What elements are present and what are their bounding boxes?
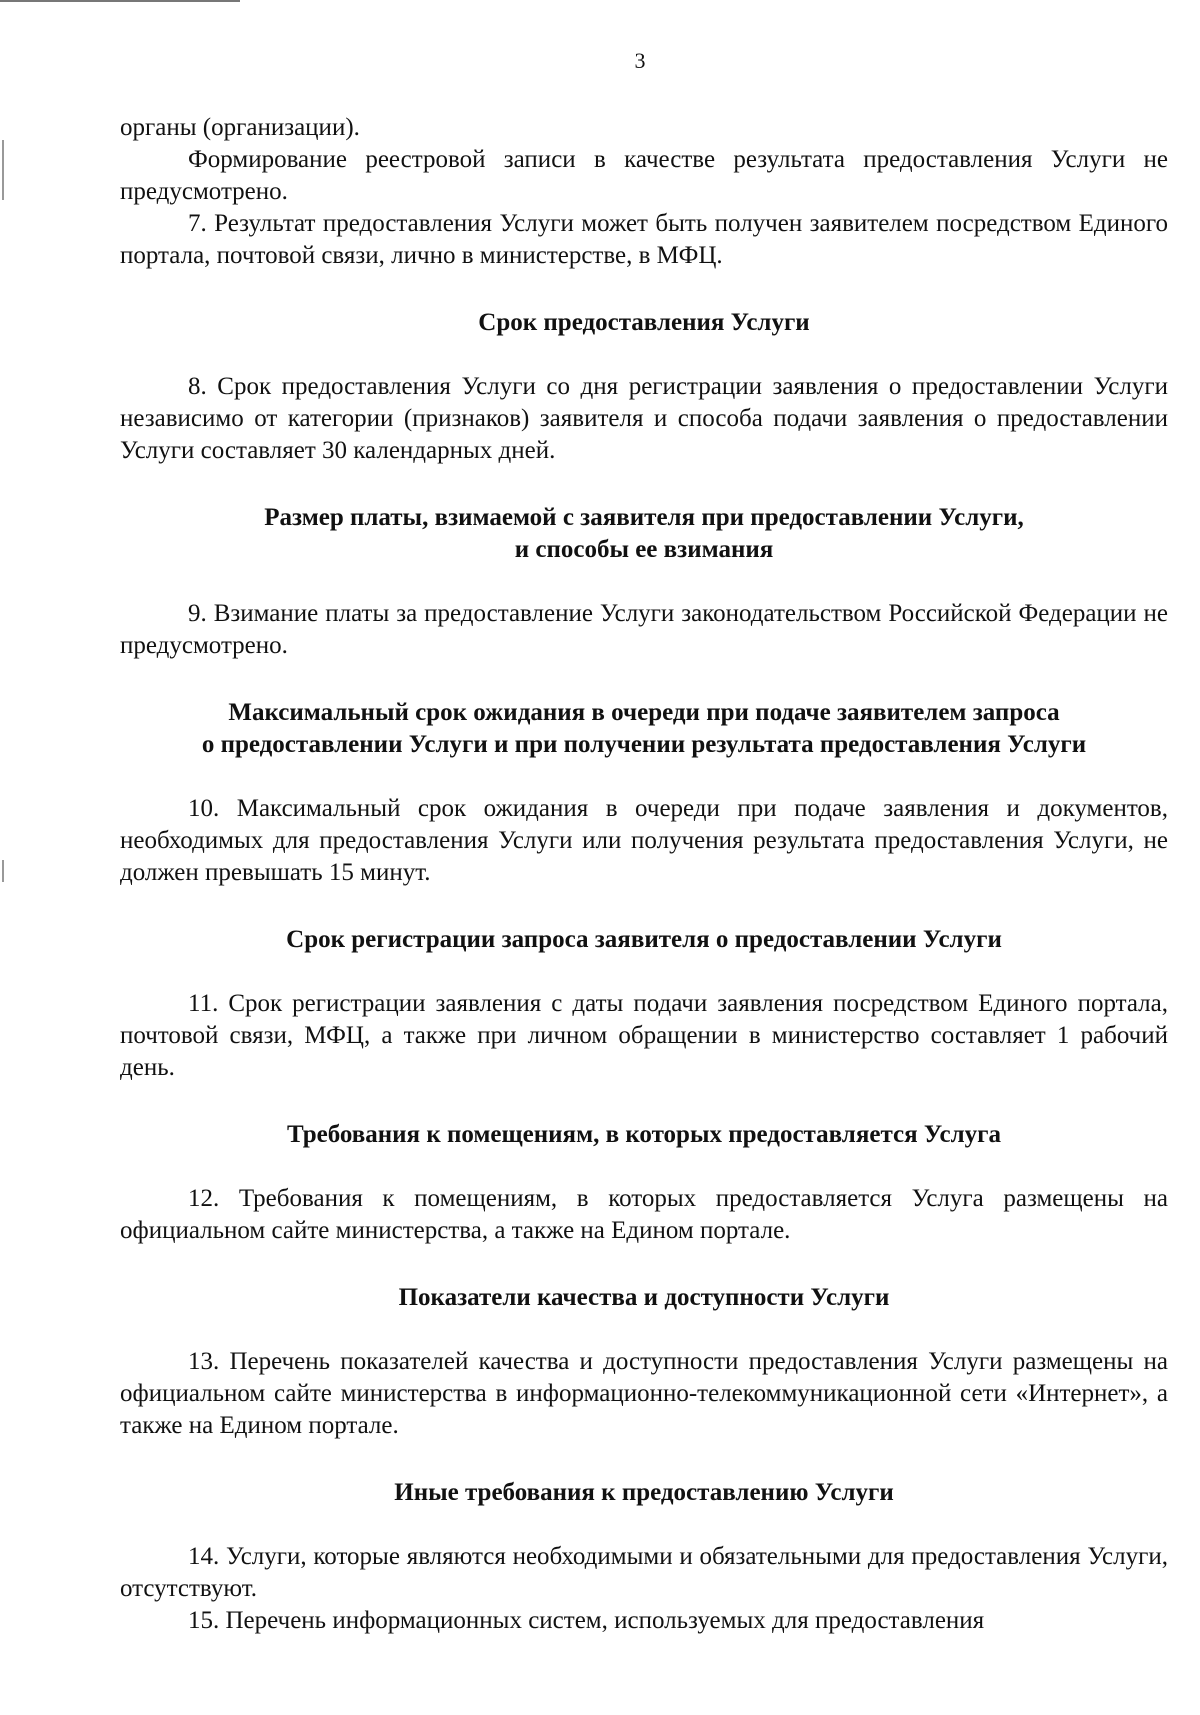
spacer bbox=[120, 1509, 1168, 1541]
document-body bbox=[120, 112, 1168, 1637]
spacer bbox=[120, 467, 1168, 502]
spacer bbox=[120, 889, 1168, 924]
scan-margin-mark bbox=[2, 140, 4, 200]
paragraph: органы (организации). bbox=[120, 114, 360, 141]
spacer bbox=[120, 662, 1168, 697]
paragraph: 13. Перечень показателей качества и доступности предоставления Услуги размещены на официальном сайте министерства в информационно-телекоммуникационной сети «Интернет», а также на Едином портале. bbox=[120, 1348, 1168, 1439]
section-heading: Показатели качества и доступности Услуги bbox=[398, 1284, 890, 1311]
spacer bbox=[120, 956, 1168, 988]
section-heading: Иные требования к предоставлению Услуги bbox=[394, 1479, 894, 1506]
paragraph: 14. Услуги, которые являются необходимыми и обязательными для предоставления Услуги, отсутствуют. bbox=[120, 1543, 1168, 1602]
spacer bbox=[120, 1084, 1168, 1119]
spacer bbox=[120, 1314, 1168, 1346]
page-number: 3 bbox=[634, 48, 646, 73]
paragraph: 12. Требования к помещениям, в которых предоставляется Услуга размещены на официальном сайте министерства, а также на Едином портале. bbox=[120, 1185, 1168, 1244]
section-heading: Максимальный срок ожидания в очереди при подаче заявителем запроса о предоставлении Услуги и при получении результата предоставления Услуги bbox=[201, 699, 1087, 758]
paragraph: Формирование реестровой записи в качестве результата предоставления Услуги не предусмотрено. bbox=[120, 146, 1168, 205]
paragraph: 8. Срок предоставления Услуги со дня регистрации заявления о предоставлении Услуги независимо от категории (признаков) заявителя и способа подачи заявления о предоставлении Услуги составляет 30 календарных дней. bbox=[120, 373, 1168, 464]
spacer bbox=[120, 272, 1168, 307]
spacer bbox=[120, 761, 1168, 793]
section-heading: Срок предоставления Услуги bbox=[478, 309, 810, 336]
section-heading: Размер платы, взимаемой с заявителя при предоставлении Услуги, и способы ее взимания bbox=[264, 504, 1024, 563]
section-heading: Срок регистрации запроса заявителя о предоставлении Услуги bbox=[286, 926, 1002, 953]
scan-margin-mark bbox=[2, 860, 4, 882]
spacer bbox=[120, 339, 1168, 371]
spacer bbox=[120, 1247, 1168, 1282]
spacer bbox=[120, 1442, 1168, 1477]
scan-top-rule bbox=[0, 0, 240, 2]
spacer bbox=[120, 566, 1168, 598]
paragraph: 10. Максимальный срок ожидания в очереди при подаче заявления и документов, необходимых для предоставления Услуги или получения результата предоставления Услуги, не должен превышать 15 минут. bbox=[120, 795, 1168, 886]
paragraph: 15. Перечень информационных систем, используемых для предоставления bbox=[188, 1607, 985, 1634]
paragraph: 9. Взимание платы за предоставление Услуги законодательством Российской Федерации не предусмотрено. bbox=[120, 600, 1168, 659]
paragraph: 11. Срок регистрации заявления с даты подачи заявления посредством Единого портала, почтовой связи, МФЦ, а также при личном обращении в министерство составляет 1 рабочий день. bbox=[120, 990, 1168, 1081]
section-heading: Требования к помещениям, в которых предоставляется Услуга bbox=[286, 1121, 1002, 1148]
paragraph: 7. Результат предоставления Услуги может быть получен заявителем посредством Единого портала, почтовой связи, лично в министерстве, в МФЦ. bbox=[120, 210, 1168, 269]
spacer bbox=[120, 1151, 1168, 1183]
